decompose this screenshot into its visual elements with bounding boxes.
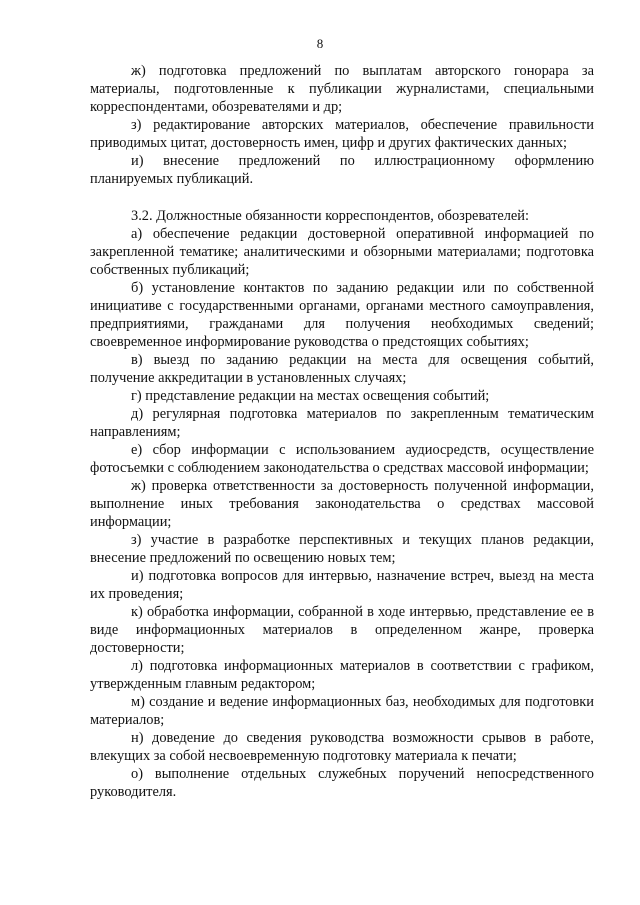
duty-item-m: м) создание и ведение информационных баз, необходимых для подготовки материалов; [90, 694, 594, 728]
duty-item-z: з) участие в разработке перспективных и текущих планов редакции, внесение предложений по освещению новых тем; [90, 532, 594, 566]
intro-item-z: з) редактирование авторских материалов, обеспечение правильности приводимых цитат, достоверность имен, цифр и других фактических данных; [90, 117, 594, 151]
duty-item-g: г) представление редакции на местах освещения событий; [131, 388, 490, 404]
duty-item-d: д) регулярная подготовка материалов по закрепленным тематическим направлениям; [90, 406, 594, 440]
page-number: 8 [316, 36, 324, 51]
duty-item-b: б) установление контактов по заданию редакции или по собственной инициативе с государственными органами, органами местного самоуправления, предприятиями, гражданами для получения необходимых сведений; своевременное информирование руководства о предстоящих событиях; [90, 280, 594, 350]
intro-item-zh: ж) подготовка предложений по выплатам авторского гонорара за материалы, подготовленные к публикации журналистами, специальными корреспондентами, обозревателями и др; [90, 63, 594, 115]
duty-item-zh: ж) проверка ответственности за достоверность полученной информации, выполнение иных требования законодательства о средствах массовой информации; [90, 478, 594, 530]
duty-item-o: о) выполнение отдельных служебных поручений непосредственного руководителя. [90, 766, 594, 800]
duty-item-n: н) доведение до сведения руководства возможности срывов в работе, влекущих за собой несвоевременную подготовку материала к печати; [90, 730, 594, 764]
duty-item-k: к) обработка информации, собранной в ходе интервью, представление ее в виде информационных материалов в определенном жанре, проверка достоверности; [90, 604, 594, 656]
duty-item-a: а) обеспечение редакции достоверной оперативной информацией по закрепленной тематике; аналитическими и обзорными материалами; подготовка собственных публикаций; [90, 226, 594, 278]
intro-item-i: и) внесение предложений по иллюстрационному оформлению планируемых публикаций. [90, 153, 594, 187]
duty-item-l: л) подготовка информационных материалов в соответствии с графиком, утвержденным главным редактором; [90, 658, 594, 692]
section-heading: 3.2. Должностные обязанности корреспондентов, обозревателей: [131, 208, 530, 224]
duty-item-i: и) подготовка вопросов для интервью, назначение встреч, выезд на места их проведения; [90, 568, 594, 602]
document-body [90, 62, 594, 801]
duty-item-e: е) сбор информации с использованием аудиосредств, осуществление фотосъемки с соблюдением законодательства о средствах массовой информации; [90, 442, 594, 476]
duty-item-v: в) выезд по заданию редакции на места для освещения событий, получение аккредитации в установленных случаях; [90, 352, 594, 386]
